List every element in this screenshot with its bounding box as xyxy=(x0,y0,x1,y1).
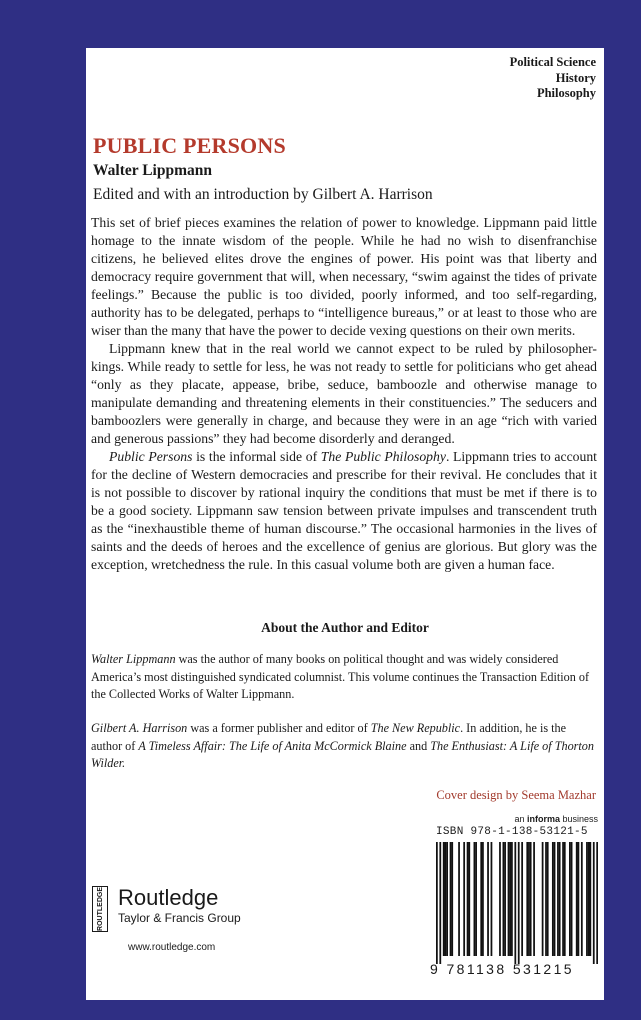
editor-bio-text-c: and xyxy=(406,738,431,753)
barcode-bar xyxy=(450,842,452,956)
barcode-bar xyxy=(458,842,460,956)
barcode-icon xyxy=(436,842,598,964)
barcode-bar xyxy=(491,842,493,956)
editor-bio-text-b: . In addition, he is the author of xyxy=(91,721,567,753)
editor-bio-title-1: The New Republic xyxy=(370,721,461,735)
back-cover xyxy=(86,48,604,1000)
barcode-bar xyxy=(562,842,564,956)
barcode-bar xyxy=(547,842,549,956)
barcode-bar xyxy=(557,842,559,956)
barcode-bar xyxy=(446,842,448,956)
description-paragraph-2: Lippmann knew that in the real world we cannot expect to be ruled by philosopher-kings. While ready to settle for less, he was not ready to settle for politicians who get ahead “only as they placate, appease, bribe, seduce, bamboozle and otherwise manage to manipulate demanding and threatening elements in their constituencies.” The seducers and bamboozlers were generally in charge, and because they were in an age “rich with varied and generous passions” they had become disorderly and deranged. xyxy=(91,341,597,446)
barcode-bar xyxy=(564,842,566,956)
barcode-bar xyxy=(503,842,505,956)
barcode-bar xyxy=(569,842,571,956)
barcode-bar xyxy=(474,842,476,956)
barcode-bar xyxy=(586,842,588,956)
informa-prefix: an xyxy=(514,814,527,824)
barcode-bar xyxy=(508,842,510,956)
description-paragraph-1: This set of brief pieces examines the relation of power to knowledge. Lippmann paid little homage to the innate wisdom of the people. While he had no wish to disenfranchise citizens, he believed elites drove the engines of power. His point was that liberty and democracy require government that will, when necessary, “swim against the tides of private feelings.” Because the public is too divided, poorly informed, and too self-regarding, authority has to be delegated, perhaps to “intelligence bureaus,” or at least to those who are wiser than the many that have the power to decide vexing questions on their own merits. xyxy=(91,215,597,338)
book-author: Walter Lippmann xyxy=(93,162,213,179)
barcode-bar xyxy=(588,842,590,956)
about-heading: About the Author and Editor xyxy=(261,620,429,635)
publisher-website: www.routledge.com xyxy=(128,942,216,953)
editor-bio xyxy=(91,720,597,773)
barcode-bar xyxy=(542,842,544,956)
edited-by: Edited and with an introduction by Gilbert A. Harrison xyxy=(93,186,433,203)
barcode-bar xyxy=(463,842,465,956)
author-bio-name: Walter Lippmann xyxy=(91,652,176,666)
barcode-bar xyxy=(509,842,511,956)
barcode-bar xyxy=(554,842,556,956)
book-title: PUBLIC PERSONS xyxy=(93,133,286,158)
barcode-bar xyxy=(528,842,530,956)
barcode-bar xyxy=(439,842,441,964)
barcode-bar xyxy=(514,842,516,964)
barcode-bar xyxy=(482,842,484,956)
barcode-bar xyxy=(443,842,445,956)
description-paragraph-3 xyxy=(91,448,597,574)
publisher-logo xyxy=(92,886,241,932)
related-title-reference: The Public Philosophy xyxy=(320,449,446,464)
barcode-bar xyxy=(487,842,489,956)
informa-suffix: business xyxy=(559,814,598,824)
barcode-bar xyxy=(480,842,482,956)
barcode-bar xyxy=(593,842,595,964)
publisher-text xyxy=(118,886,241,925)
barcode-bar xyxy=(521,842,523,956)
barcode-bar xyxy=(530,842,532,956)
barcode-bar xyxy=(576,842,578,956)
barcode-bar xyxy=(578,842,580,956)
barcode-bar xyxy=(518,842,520,964)
publisher-name: Routledge xyxy=(118,885,219,910)
subject-categories xyxy=(510,55,596,102)
barcode-area xyxy=(430,814,602,990)
book-description xyxy=(91,214,597,574)
editor-bio-text-a: was a former publisher and editor of xyxy=(187,721,371,735)
barcode-digits: 9 781138 531215 xyxy=(430,961,574,977)
informa-business-label xyxy=(514,814,598,824)
book-title-reference: Public Persons xyxy=(109,449,193,464)
category-political-science: Political Science xyxy=(509,55,596,69)
editor-bio-title-2: A Timeless Affair: The Life of Anita McCormick Blaine xyxy=(138,738,407,753)
barcode-bar xyxy=(545,842,547,956)
routledge-logo-icon xyxy=(92,886,108,932)
barcode-bar xyxy=(436,842,438,964)
paragraph-3-text-b: . Lippmann tries to account for the decline of Western democracies and prescribe for their revival. He concludes that it is not possible to discover by rational inquiry the conditions that must be met if there is to be a good society. Lippmann saw tension between private impulses and transcendent truth as the “inexhaustible theme of human discourse.” The occasional harmonies in the lives of saints and the deeds of heroes and the excellence of genius are glorious. But glory was the exception, wretchedness the rule. In this casual volume both are given a human face. xyxy=(91,449,597,572)
isbn-label: ISBN 978-1-138-53121-5 xyxy=(436,826,588,838)
category-history: History xyxy=(555,70,596,85)
category-philosophy: Philosophy xyxy=(536,86,596,100)
barcode-bar xyxy=(451,842,453,956)
barcode-bar xyxy=(559,842,561,956)
editor-bio-name: Gilbert A. Harrison xyxy=(91,721,188,735)
logo-text: ROUTLEDGE xyxy=(96,887,104,931)
barcode-bar xyxy=(589,842,591,956)
paragraph-3-text-a: is the informal side of xyxy=(192,449,321,464)
barcode-bar xyxy=(467,842,469,956)
editor-bio-title-3: The Enthusiast: A Life of Thorton Wilder. xyxy=(91,738,594,770)
barcode-bar xyxy=(571,842,573,956)
barcode-bar xyxy=(499,842,501,956)
barcode-bar xyxy=(533,842,535,956)
barcode-bar xyxy=(445,842,447,956)
barcode-bar xyxy=(552,842,554,956)
barcode-bar xyxy=(504,842,506,956)
author-bio xyxy=(91,651,597,704)
barcode-bar xyxy=(581,842,583,956)
barcode-bar xyxy=(475,842,477,956)
barcode-bar xyxy=(511,842,513,956)
barcode-bar xyxy=(526,842,528,956)
barcode-bar xyxy=(596,842,598,964)
publisher-group: Taylor & Francis Group xyxy=(118,911,241,925)
informa-brand: informa xyxy=(526,814,560,824)
barcode-bar xyxy=(468,842,470,956)
author-bio-text: was the author of many books on political thought and was widely considered America’s most distinguished syndicated columnist. This volume continues the Transaction Edition of the Collected Works of Walter Lippmann. xyxy=(91,652,590,701)
cover-design-credit: Cover design by Seema Mazhar xyxy=(436,788,596,802)
